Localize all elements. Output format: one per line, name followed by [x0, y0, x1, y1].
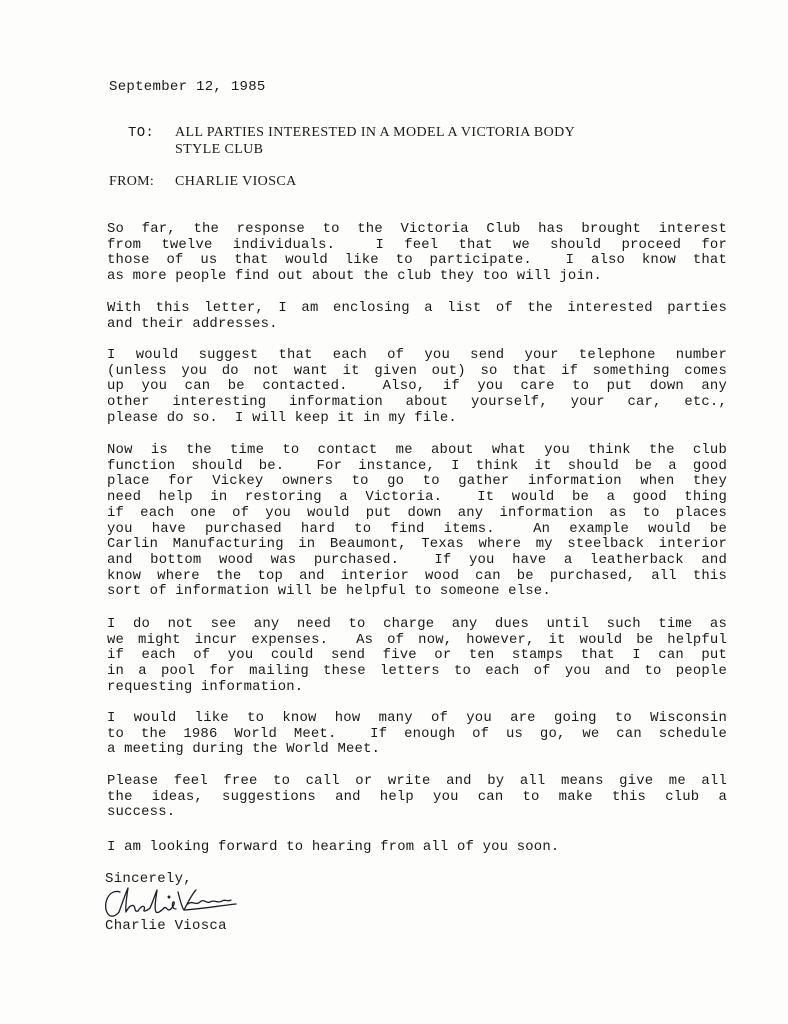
paragraph-world-meet	[107, 711, 727, 758]
paragraph-line: know where the top and interior wood can be purchased, all this	[107, 567, 727, 584]
paragraph-line: the ideas, suggestions and help you can to make this club a	[107, 788, 727, 805]
paragraph-line: function should be. For instance, I think it should be a good	[107, 457, 727, 474]
paragraph-line: I would like to know how many of you are going to Wisconsin	[107, 710, 727, 726]
paragraph-line: as more people find out about the club they too will join.	[107, 268, 603, 285]
paragraph-line: those of us that would like to participate. I also know that	[107, 252, 727, 269]
paragraph-line: I would suggest that each of you send your telephone number	[107, 347, 727, 363]
paragraph-line: need help in restoring a Victoria. It would be a good thing	[107, 489, 727, 506]
to-label: TO:	[128, 125, 155, 141]
paragraph-line: I am looking forward to hearing from all of you soon.	[107, 839, 560, 855]
paragraph-line: Carlin Manufacturing in Beaumont, Texas where my steelback interior	[107, 536, 727, 553]
paragraph-telephone	[107, 348, 727, 427]
paragraph-line: and their addresses.	[107, 315, 278, 332]
paragraph-line: place for Vickey owners to go to gather information when they	[107, 473, 727, 490]
paragraph-line: up you can be contacted. Also, if you care to put down any	[107, 378, 727, 395]
from-label: FROM:	[109, 174, 155, 189]
paragraph-looking-forward	[107, 840, 727, 856]
handwritten-signature	[100, 882, 240, 920]
paragraph-line: from twelve individuals. I feel that we should proceed for	[107, 236, 727, 253]
to-recipient-line-2: STYLE CLUB	[175, 142, 264, 157]
paragraph-line: and bottom wood was purchased. If you have a leatherback and	[107, 551, 727, 568]
paragraph-line: to the 1986 World Meet. If enough of us go, we can schedule	[107, 725, 727, 742]
paragraph-line: other interesting information about yourself, your car, etc.,	[107, 394, 727, 411]
from-sender: CHARLIE VIOSCA	[175, 174, 297, 189]
paragraph-line: With this letter, I am enclosing a list of the interested parties	[107, 300, 727, 316]
paragraph-line: (unless you do not want it given out) so that if something comes	[107, 362, 727, 379]
paragraph-ideas	[107, 774, 727, 821]
paragraph-line: I do not see any need to charge any dues until such time as	[107, 616, 727, 632]
paragraph-line: if each one of you would put down any information as to places	[107, 504, 727, 521]
paragraph-line: if each of you could send five or ten stamps that I can put	[107, 647, 727, 664]
paragraph-line: Now is the time to contact me about what you think the club	[107, 442, 727, 458]
paragraph-line: success.	[107, 804, 176, 821]
paragraph-line: a meeting during the World Meet.	[107, 741, 381, 758]
paragraph-line: requesting information.	[107, 678, 304, 695]
paragraph-club-function	[107, 443, 727, 600]
paragraph-line: please do so. I will keep it in my file.	[107, 409, 457, 426]
paragraph-line: you have purchased hard to find items. An example would be	[107, 520, 727, 537]
closing: Sincerely,	[105, 871, 193, 887]
paragraph-line: in a pool for mailing these letters to each of you and to people	[107, 663, 727, 680]
paragraph-line: sort of information will be helpful to someone else.	[107, 583, 551, 600]
paragraph-line: Please feel free to call or write and by all means give me all	[107, 773, 727, 789]
to-recipient-line-1: ALL PARTIES INTERESTED IN A MODEL A VICTORIA BODY	[175, 125, 576, 140]
paragraph-response	[107, 222, 727, 285]
paragraph-line: we might incur expenses. As of now, however, it would be helpful	[107, 631, 727, 648]
paragraph-enclosure	[107, 301, 727, 332]
signer-name: Charlie Viosca	[105, 918, 227, 934]
paragraph-dues	[107, 617, 727, 696]
letter-date: September 12, 1985	[109, 79, 266, 95]
paragraph-line: So far, the response to the Victoria Club has brought interest	[107, 221, 727, 237]
